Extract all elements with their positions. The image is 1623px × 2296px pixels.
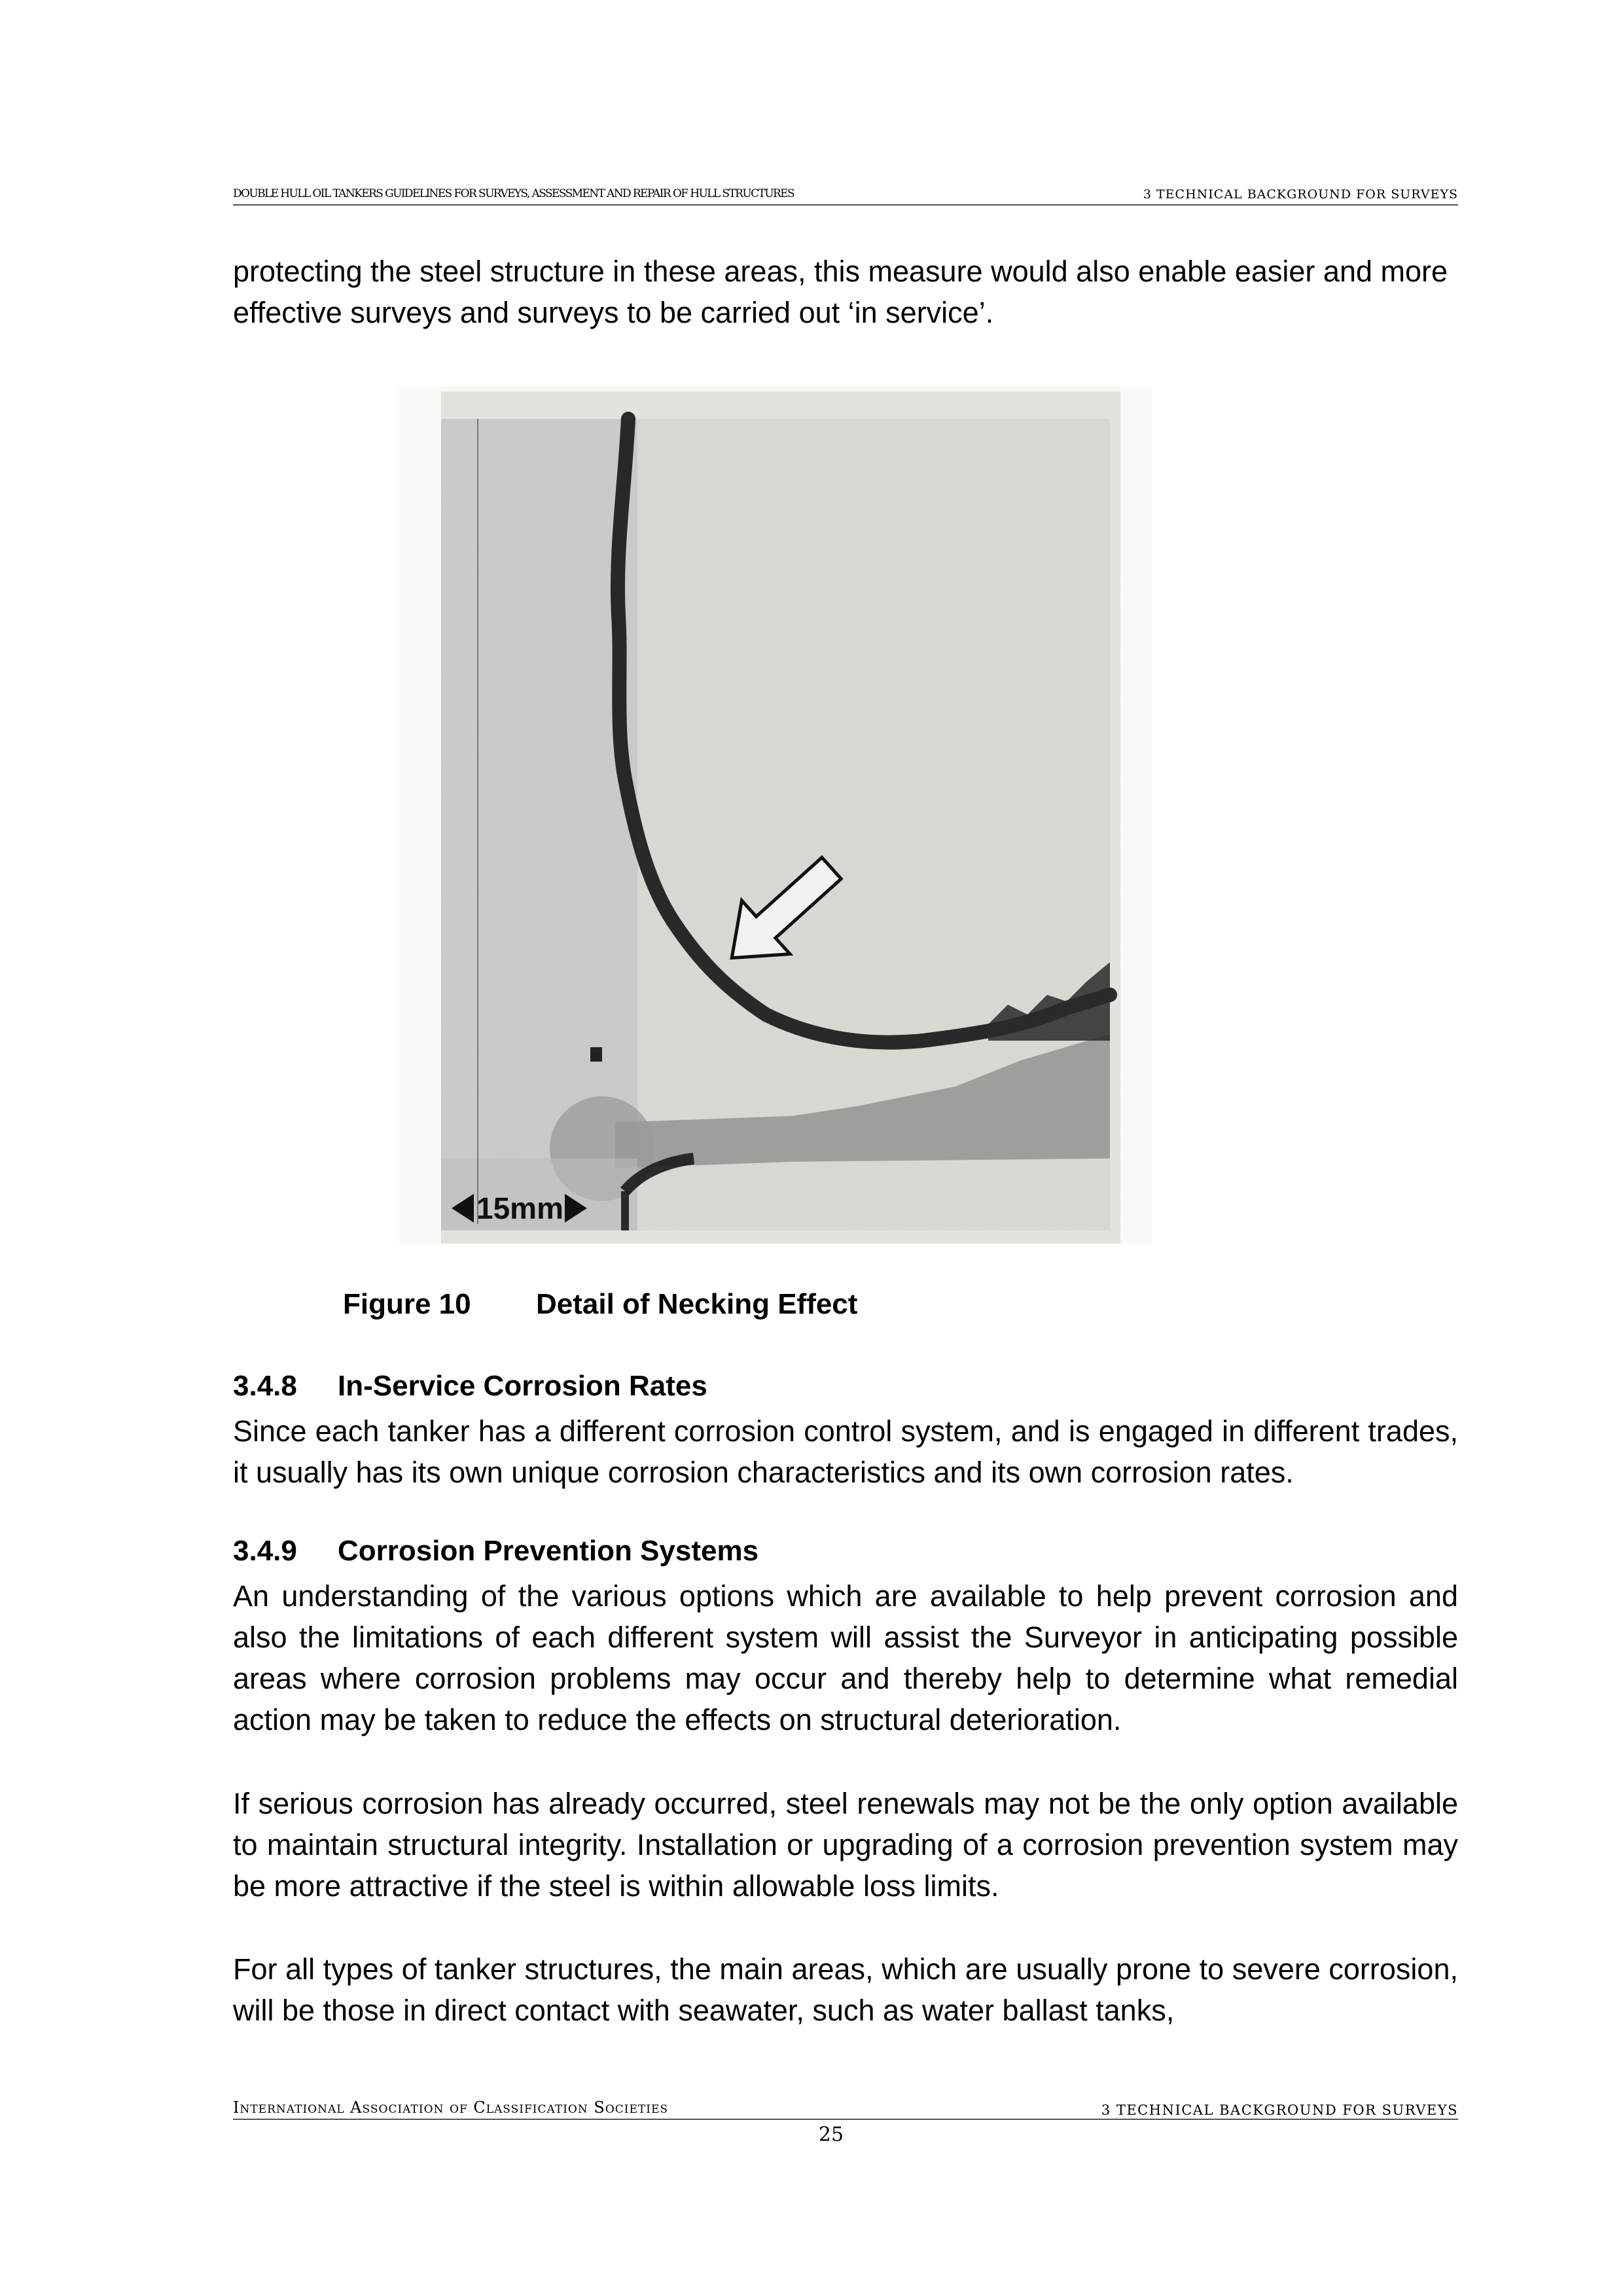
footer-rule: [233, 2119, 1458, 2120]
header-rule: [233, 204, 1458, 206]
section-3-4-8-paragraph: [233, 1410, 1458, 1493]
running-header-section: 3 TECHNICAL BACKGROUND FOR SURVEYS: [1143, 187, 1458, 202]
paragraph-text: An understanding of the various options which are available to help prevent corrosion and also the limitations of each different system will assist the Surveyor in anticipating possible areas where corrosion problems may occur and thereby help to determine what remedial action may be taken to reduce the effects on structural deterioration.: [233, 1579, 1458, 1736]
figure-title: Detail of Necking Effect: [536, 1288, 858, 1320]
intro-paragraph-text: protecting the steel structure in these areas, this measure would also enable easier and more effective surveys and surveys to be carried out ‘in service’.: [233, 255, 1448, 329]
page-number: 25: [818, 2123, 844, 2146]
intro-paragraph: [233, 251, 1458, 333]
section-title: In-Service Corrosion Rates: [338, 1370, 707, 1402]
section-3-4-9-paragraph-2: [233, 1783, 1458, 1907]
section-3-4-9-paragraph-1: [233, 1575, 1458, 1740]
footer-section: 3 TECHNICAL BACKGROUND FOR SURVEYS: [1101, 2102, 1458, 2118]
figure-number: Figure 10: [343, 1288, 471, 1320]
scale-arrow-left-icon: [452, 1194, 474, 1223]
footer-organization: International Association of Classification Societies: [233, 2098, 668, 2117]
section-heading-3-4-8: [233, 1370, 707, 1403]
scale-arrow-right-icon: [565, 1194, 587, 1223]
paragraph-text: Since each tanker has a different corrosion control system, and is engaged in different trades, it usually has its own unique corrosion characteristics and its own corrosion rates.: [233, 1414, 1458, 1489]
necking-effect-photo: [399, 386, 1152, 1244]
section-number: 3.4.9: [233, 1535, 297, 1567]
running-header-title: DOUBLE HULL OIL TANKERS GUIDELINES FOR SURVEYS, ASSESSMENT AND REPAIR OF HULL STRUCTURES: [233, 187, 794, 200]
paragraph-text: If serious corrosion has already occurred, steel renewals may not be the only option available to maintain structural integrity. Installation or upgrading of a corrosion prevention system may be more attractive if the steel is within allowable loss limits.: [233, 1787, 1458, 1903]
figure-caption: [343, 1288, 857, 1321]
scale-bar-label: [452, 1191, 587, 1225]
section-3-4-9-paragraph-3: [233, 1948, 1458, 2031]
section-heading-3-4-9: [233, 1535, 758, 1568]
scale-bar-text: 15mm: [476, 1191, 563, 1225]
section-title: Corrosion Prevention Systems: [338, 1535, 759, 1567]
section-number: 3.4.8: [233, 1370, 297, 1402]
paragraph-text: For all types of tanker structures, the main areas, which are usually prone to severe corrosion, will be those in direct contact with seawater, such as water ballast tanks,: [233, 1952, 1458, 2027]
